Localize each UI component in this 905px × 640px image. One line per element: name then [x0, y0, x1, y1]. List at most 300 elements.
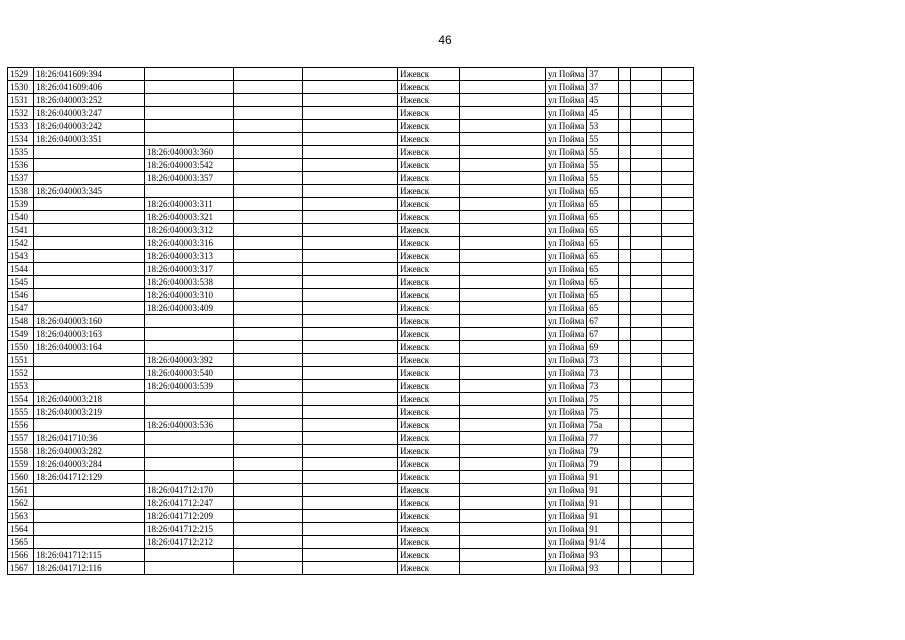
city-cell: Ижевск: [398, 172, 460, 185]
table-row: [8, 328, 694, 341]
cadastral-number-cell: 18:26:041609:406: [34, 81, 145, 94]
table-row: [8, 263, 694, 276]
empty-cell: [631, 419, 662, 432]
empty-cell: [662, 302, 694, 315]
empty-cell: [619, 484, 631, 497]
empty-cell: [619, 146, 631, 159]
table-row: [8, 81, 694, 94]
related-cadastral-number-cell: [145, 328, 234, 341]
city-cell: Ижевск: [398, 263, 460, 276]
empty-cell: [234, 406, 303, 419]
related-cadastral-number-cell: [145, 94, 234, 107]
empty-cell: [234, 146, 303, 159]
empty-cell: [303, 94, 398, 107]
cadastral-number-cell: 18:26:040003:345: [34, 185, 145, 198]
house-number-cell: 65: [587, 289, 619, 302]
empty-cell: [234, 341, 303, 354]
house-number-cell: 65: [587, 276, 619, 289]
house-number-cell: 65: [587, 250, 619, 263]
empty-cell: [303, 380, 398, 393]
cadastral-number-cell: [34, 302, 145, 315]
house-number-cell: 45: [587, 107, 619, 120]
empty-cell: [303, 341, 398, 354]
house-number-cell: 93: [587, 562, 619, 575]
empty-cell: [662, 328, 694, 341]
empty-cell: [460, 159, 546, 172]
empty-cell: [460, 263, 546, 276]
empty-cell: [303, 393, 398, 406]
related-cadastral-number-cell: 18:26:040003:392: [145, 354, 234, 367]
empty-cell: [234, 198, 303, 211]
empty-cell: [619, 68, 631, 81]
empty-cell: [631, 263, 662, 276]
street-cell: ул Пойма: [546, 562, 587, 575]
empty-cell: [631, 159, 662, 172]
empty-cell: [460, 146, 546, 159]
empty-cell: [662, 523, 694, 536]
empty-cell: [303, 484, 398, 497]
empty-cell: [619, 94, 631, 107]
empty-cell: [631, 289, 662, 302]
table-row: [8, 432, 694, 445]
empty-cell: [631, 497, 662, 510]
empty-cell: [619, 432, 631, 445]
empty-cell: [662, 185, 694, 198]
house-number-cell: 73: [587, 367, 619, 380]
related-cadastral-number-cell: 18:26:041712:209: [145, 510, 234, 523]
row-number-cell: 1542: [8, 237, 34, 250]
row-number-cell: 1566: [8, 549, 34, 562]
empty-cell: [234, 94, 303, 107]
city-cell: Ижевск: [398, 81, 460, 94]
empty-cell: [662, 536, 694, 549]
empty-cell: [303, 458, 398, 471]
empty-cell: [662, 315, 694, 328]
related-cadastral-number-cell: 18:26:040003:360: [145, 146, 234, 159]
table-row: [8, 94, 694, 107]
empty-cell: [631, 302, 662, 315]
cadastral-number-cell: 18:26:040003:252: [34, 94, 145, 107]
street-cell: ул Пойма: [546, 289, 587, 302]
empty-cell: [234, 107, 303, 120]
table-row: [8, 380, 694, 393]
table-row: [8, 289, 694, 302]
cadastral-number-cell: 18:26:041712:115: [34, 549, 145, 562]
related-cadastral-number-cell: [145, 315, 234, 328]
street-cell: ул Пойма: [546, 120, 587, 133]
cadastral-number-cell: [34, 198, 145, 211]
empty-cell: [234, 237, 303, 250]
empty-cell: [460, 133, 546, 146]
empty-cell: [662, 250, 694, 263]
empty-cell: [619, 393, 631, 406]
empty-cell: [662, 211, 694, 224]
table-row: [8, 302, 694, 315]
row-number-cell: 1564: [8, 523, 34, 536]
city-cell: Ижевск: [398, 393, 460, 406]
empty-cell: [234, 159, 303, 172]
empty-cell: [460, 458, 546, 471]
empty-cell: [619, 471, 631, 484]
house-number-cell: 65: [587, 237, 619, 250]
empty-cell: [460, 549, 546, 562]
empty-cell: [619, 536, 631, 549]
cadastral-number-cell: 18:26:041609:394: [34, 68, 145, 81]
cadastral-number-cell: 18:26:040003:351: [34, 133, 145, 146]
empty-cell: [234, 419, 303, 432]
empty-cell: [619, 159, 631, 172]
city-cell: Ижевск: [398, 289, 460, 302]
empty-cell: [662, 497, 694, 510]
empty-cell: [303, 445, 398, 458]
empty-cell: [619, 354, 631, 367]
related-cadastral-number-cell: 18:26:040003:536: [145, 419, 234, 432]
row-number-cell: 1567: [8, 562, 34, 575]
empty-cell: [619, 250, 631, 263]
related-cadastral-number-cell: 18:26:041712:170: [145, 484, 234, 497]
related-cadastral-number-cell: [145, 549, 234, 562]
street-cell: ул Пойма: [546, 250, 587, 263]
empty-cell: [303, 120, 398, 133]
table-row: [8, 458, 694, 471]
empty-cell: [234, 263, 303, 276]
empty-cell: [234, 224, 303, 237]
row-number-cell: 1535: [8, 146, 34, 159]
row-number-cell: 1544: [8, 263, 34, 276]
table-row: [8, 393, 694, 406]
related-cadastral-number-cell: 18:26:040003:538: [145, 276, 234, 289]
empty-cell: [460, 68, 546, 81]
street-cell: ул Пойма: [546, 380, 587, 393]
street-cell: ул Пойма: [546, 315, 587, 328]
empty-cell: [631, 367, 662, 380]
empty-cell: [303, 432, 398, 445]
empty-cell: [460, 484, 546, 497]
empty-cell: [234, 549, 303, 562]
empty-cell: [303, 302, 398, 315]
table-row: [8, 68, 694, 81]
table-row: [8, 562, 694, 575]
house-number-cell: 65: [587, 198, 619, 211]
city-cell: Ижевск: [398, 276, 460, 289]
table-row: [8, 354, 694, 367]
city-cell: Ижевск: [398, 445, 460, 458]
street-cell: ул Пойма: [546, 211, 587, 224]
empty-cell: [619, 458, 631, 471]
table-row: [8, 445, 694, 458]
table-row: [8, 172, 694, 185]
empty-cell: [631, 523, 662, 536]
empty-cell: [460, 536, 546, 549]
empty-cell: [460, 185, 546, 198]
empty-cell: [631, 172, 662, 185]
empty-cell: [662, 549, 694, 562]
empty-cell: [234, 81, 303, 94]
city-cell: Ижевск: [398, 198, 460, 211]
empty-cell: [460, 341, 546, 354]
row-number-cell: 1530: [8, 81, 34, 94]
city-cell: Ижевск: [398, 302, 460, 315]
empty-cell: [662, 94, 694, 107]
empty-cell: [303, 172, 398, 185]
empty-cell: [662, 367, 694, 380]
city-cell: Ижевск: [398, 549, 460, 562]
empty-cell: [662, 159, 694, 172]
house-number-cell: 67: [587, 328, 619, 341]
empty-cell: [631, 237, 662, 250]
empty-cell: [631, 68, 662, 81]
empty-cell: [631, 445, 662, 458]
row-number-cell: 1553: [8, 380, 34, 393]
house-number-cell: 69: [587, 341, 619, 354]
row-number-cell: 1561: [8, 484, 34, 497]
empty-cell: [631, 536, 662, 549]
empty-cell: [619, 341, 631, 354]
empty-cell: [619, 133, 631, 146]
cadastral-number-cell: [34, 536, 145, 549]
street-cell: ул Пойма: [546, 536, 587, 549]
cadastral-number-cell: 18:26:040003:219: [34, 406, 145, 419]
empty-cell: [460, 120, 546, 133]
empty-cell: [303, 536, 398, 549]
empty-cell: [234, 68, 303, 81]
street-cell: ул Пойма: [546, 497, 587, 510]
empty-cell: [619, 523, 631, 536]
empty-cell: [234, 523, 303, 536]
empty-cell: [631, 354, 662, 367]
row-number-cell: 1548: [8, 315, 34, 328]
empty-cell: [631, 94, 662, 107]
street-cell: ул Пойма: [546, 510, 587, 523]
cadastral-number-cell: [34, 172, 145, 185]
empty-cell: [631, 198, 662, 211]
empty-cell: [619, 497, 631, 510]
related-cadastral-number-cell: 18:26:040003:321: [145, 211, 234, 224]
empty-cell: [303, 250, 398, 263]
street-cell: ул Пойма: [546, 94, 587, 107]
street-cell: ул Пойма: [546, 81, 587, 94]
empty-cell: [619, 263, 631, 276]
table-row: [8, 536, 694, 549]
house-number-cell: 79: [587, 445, 619, 458]
city-cell: Ижевск: [398, 120, 460, 133]
cadastral-number-cell: 18:26:040003:160: [34, 315, 145, 328]
house-number-cell: 91/4: [587, 536, 619, 549]
street-cell: ул Пойма: [546, 68, 587, 81]
empty-cell: [303, 510, 398, 523]
empty-cell: [662, 445, 694, 458]
empty-cell: [234, 380, 303, 393]
street-cell: ул Пойма: [546, 367, 587, 380]
table-row: [8, 315, 694, 328]
house-number-cell: 65: [587, 263, 619, 276]
related-cadastral-number-cell: 18:26:040003:539: [145, 380, 234, 393]
city-cell: Ижевск: [398, 211, 460, 224]
empty-cell: [631, 211, 662, 224]
row-number-cell: 1532: [8, 107, 34, 120]
empty-cell: [631, 315, 662, 328]
related-cadastral-number-cell: [145, 133, 234, 146]
street-cell: ул Пойма: [546, 484, 587, 497]
empty-cell: [662, 393, 694, 406]
empty-cell: [460, 562, 546, 575]
related-cadastral-number-cell: [145, 471, 234, 484]
empty-cell: [662, 81, 694, 94]
city-cell: Ижевск: [398, 237, 460, 250]
empty-cell: [662, 471, 694, 484]
empty-cell: [234, 354, 303, 367]
row-number-cell: 1537: [8, 172, 34, 185]
empty-cell: [631, 471, 662, 484]
empty-cell: [619, 302, 631, 315]
empty-cell: [460, 172, 546, 185]
empty-cell: [234, 497, 303, 510]
empty-cell: [460, 302, 546, 315]
cadastral-number-cell: [34, 380, 145, 393]
house-number-cell: 37: [587, 81, 619, 94]
city-cell: Ижевск: [398, 68, 460, 81]
empty-cell: [631, 224, 662, 237]
street-cell: ул Пойма: [546, 107, 587, 120]
street-cell: ул Пойма: [546, 198, 587, 211]
table-row: [8, 159, 694, 172]
empty-cell: [303, 354, 398, 367]
house-number-cell: 65: [587, 185, 619, 198]
cadastral-number-cell: [34, 237, 145, 250]
empty-cell: [619, 367, 631, 380]
table-row: [8, 419, 694, 432]
empty-cell: [631, 276, 662, 289]
empty-cell: [631, 107, 662, 120]
table-row: [8, 120, 694, 133]
related-cadastral-number-cell: [145, 81, 234, 94]
empty-cell: [234, 185, 303, 198]
empty-cell: [619, 237, 631, 250]
related-cadastral-number-cell: [145, 432, 234, 445]
empty-cell: [619, 198, 631, 211]
empty-cell: [631, 406, 662, 419]
related-cadastral-number-cell: 18:26:040003:542: [145, 159, 234, 172]
related-cadastral-number-cell: 18:26:041712:212: [145, 536, 234, 549]
empty-cell: [460, 250, 546, 263]
empty-cell: [662, 107, 694, 120]
empty-cell: [460, 237, 546, 250]
cadastral-number-cell: 18:26:040003:282: [34, 445, 145, 458]
empty-cell: [619, 549, 631, 562]
row-number-cell: 1545: [8, 276, 34, 289]
empty-cell: [303, 211, 398, 224]
empty-cell: [234, 133, 303, 146]
house-number-cell: 73: [587, 354, 619, 367]
empty-cell: [303, 523, 398, 536]
city-cell: Ижевск: [398, 341, 460, 354]
empty-cell: [631, 393, 662, 406]
empty-cell: [234, 250, 303, 263]
empty-cell: [460, 107, 546, 120]
street-cell: ул Пойма: [546, 341, 587, 354]
empty-cell: [662, 562, 694, 575]
city-cell: Ижевск: [398, 432, 460, 445]
empty-cell: [619, 120, 631, 133]
empty-cell: [303, 328, 398, 341]
empty-cell: [662, 289, 694, 302]
house-number-cell: 53: [587, 120, 619, 133]
city-cell: Ижевск: [398, 107, 460, 120]
street-cell: ул Пойма: [546, 133, 587, 146]
empty-cell: [631, 458, 662, 471]
empty-cell: [662, 172, 694, 185]
empty-cell: [619, 510, 631, 523]
related-cadastral-number-cell: 18:26:040003:316: [145, 237, 234, 250]
city-cell: Ижевск: [398, 367, 460, 380]
table-row: [8, 549, 694, 562]
city-cell: Ижевск: [398, 406, 460, 419]
city-cell: Ижевск: [398, 419, 460, 432]
empty-cell: [303, 159, 398, 172]
related-cadastral-number-cell: [145, 406, 234, 419]
empty-cell: [303, 81, 398, 94]
empty-cell: [234, 367, 303, 380]
city-cell: Ижевск: [398, 94, 460, 107]
cadastral-number-cell: 18:26:041710:36: [34, 432, 145, 445]
row-number-cell: 1565: [8, 536, 34, 549]
street-cell: ул Пойма: [546, 237, 587, 250]
city-cell: Ижевск: [398, 146, 460, 159]
empty-cell: [631, 120, 662, 133]
empty-cell: [619, 406, 631, 419]
table-row: [8, 250, 694, 263]
related-cadastral-number-cell: 18:26:040003:540: [145, 367, 234, 380]
house-number-cell: 91: [587, 471, 619, 484]
row-number-cell: 1563: [8, 510, 34, 523]
empty-cell: [631, 510, 662, 523]
empty-cell: [631, 133, 662, 146]
cadastral-number-cell: 18:26:041712:129: [34, 471, 145, 484]
empty-cell: [662, 484, 694, 497]
row-number-cell: 1552: [8, 367, 34, 380]
table-row: [8, 484, 694, 497]
table-row: [8, 367, 694, 380]
empty-cell: [631, 380, 662, 393]
empty-cell: [619, 172, 631, 185]
empty-cell: [234, 289, 303, 302]
related-cadastral-number-cell: 18:26:040003:312: [145, 224, 234, 237]
table-row: [8, 471, 694, 484]
empty-cell: [303, 497, 398, 510]
page-number: 46: [438, 33, 452, 47]
row-number-cell: 1534: [8, 133, 34, 146]
empty-cell: [234, 172, 303, 185]
empty-cell: [619, 107, 631, 120]
empty-cell: [662, 263, 694, 276]
street-cell: ул Пойма: [546, 471, 587, 484]
empty-cell: [234, 302, 303, 315]
row-number-cell: 1539: [8, 198, 34, 211]
empty-cell: [619, 81, 631, 94]
cadastral-number-cell: [34, 367, 145, 380]
empty-cell: [619, 419, 631, 432]
empty-cell: [303, 198, 398, 211]
related-cadastral-number-cell: [145, 107, 234, 120]
empty-cell: [460, 94, 546, 107]
house-number-cell: 73: [587, 380, 619, 393]
empty-cell: [234, 120, 303, 133]
empty-cell: [662, 458, 694, 471]
house-number-cell: 91: [587, 523, 619, 536]
city-cell: Ижевск: [398, 133, 460, 146]
street-cell: ул Пойма: [546, 458, 587, 471]
row-number-cell: 1538: [8, 185, 34, 198]
